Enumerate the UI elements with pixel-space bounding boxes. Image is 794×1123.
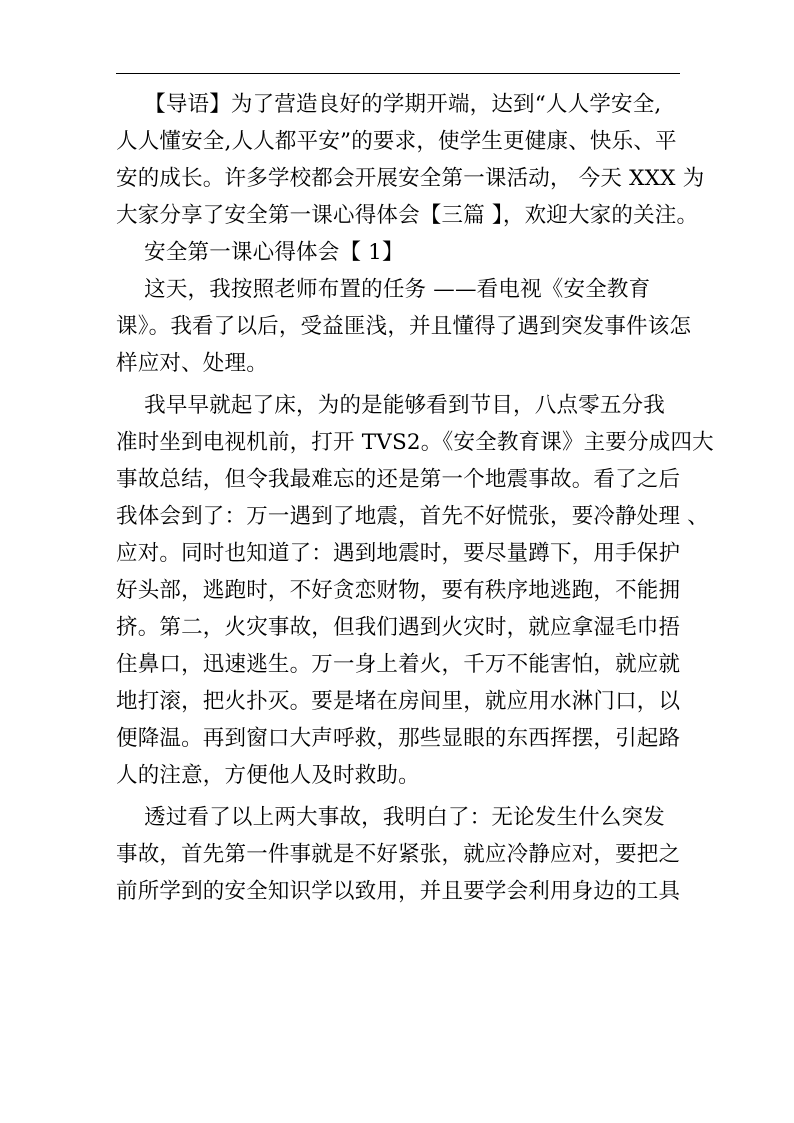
header-rule: [116, 73, 680, 74]
text-line: 事故，首先第一件事就是不好紧张，就应冷静应对，要把之: [116, 842, 681, 867]
section-heading: 安全第一课心得体会【 1】: [116, 240, 404, 265]
text-line: 事故总结，但令我最难忘的还是第一个地震事故。看了之后: [116, 467, 681, 492]
text-line: 安的成长。许多学校都会开展安全第一课活动， 今天 XXX 为: [116, 166, 705, 191]
text-line: 我体会到了：万一遇到了地震，首先不好慌张，要冷静处理 、: [116, 504, 709, 529]
text-line: 人人懂安全,人人都平安”的要求，使学生更健康、快乐、平: [116, 129, 677, 154]
text-line: 地打滚，把火扑灭。要是堵在房间里，就应用水淋门口，以: [116, 689, 681, 714]
text-line: 准时坐到电视机前，打开 TVS2。《安全教育课》主要分成四大: [116, 430, 714, 455]
text-line: 大家分享了安全第一课心得体会【三篇 】，欢迎大家的关注。: [116, 203, 699, 228]
text-line: 我早早就起了床，为的是能够看到节目，八点零五分我: [116, 393, 665, 418]
text-line: 这天，我按照老师布置的任务 ——看电视《安全教育: [116, 277, 651, 302]
text-line: 应对。同时也知道了：遇到地震时，要尽量蹲下，用手保护: [116, 541, 681, 566]
text-line: 挤。第二，火灾事故，但我们遇到火灾时，就应拿湿毛巾捂: [116, 615, 681, 640]
text-line: 课》。我看了以后，受益匪浅，并且懂得了遇到突发事件该怎: [116, 314, 692, 339]
text-line: 透过看了以上两大事故，我明白了：无论发生什么突发: [116, 805, 665, 830]
text-line: 样应对、处理。: [116, 351, 268, 376]
text-line: 住鼻口，迅速逃生。万一身上着火，千万不能害怕，就应就: [116, 652, 681, 677]
text-line: 前所学到的安全知识学以致用，并且要学会利用身边的工具: [116, 879, 681, 904]
text-line: 好头部，逃跑时，不好贪恋财物，要有秩序地逃跑，不能拥: [116, 578, 681, 603]
text-line: 便降温。再到窗口大声呼救，那些显眼的东西挥摆，引起路: [116, 726, 681, 751]
text-line: 【导语】为了营造良好的学期开端，达到“人人学安全,: [116, 92, 662, 117]
text-line: 人的注意，方便他人及时救助。: [116, 763, 420, 788]
